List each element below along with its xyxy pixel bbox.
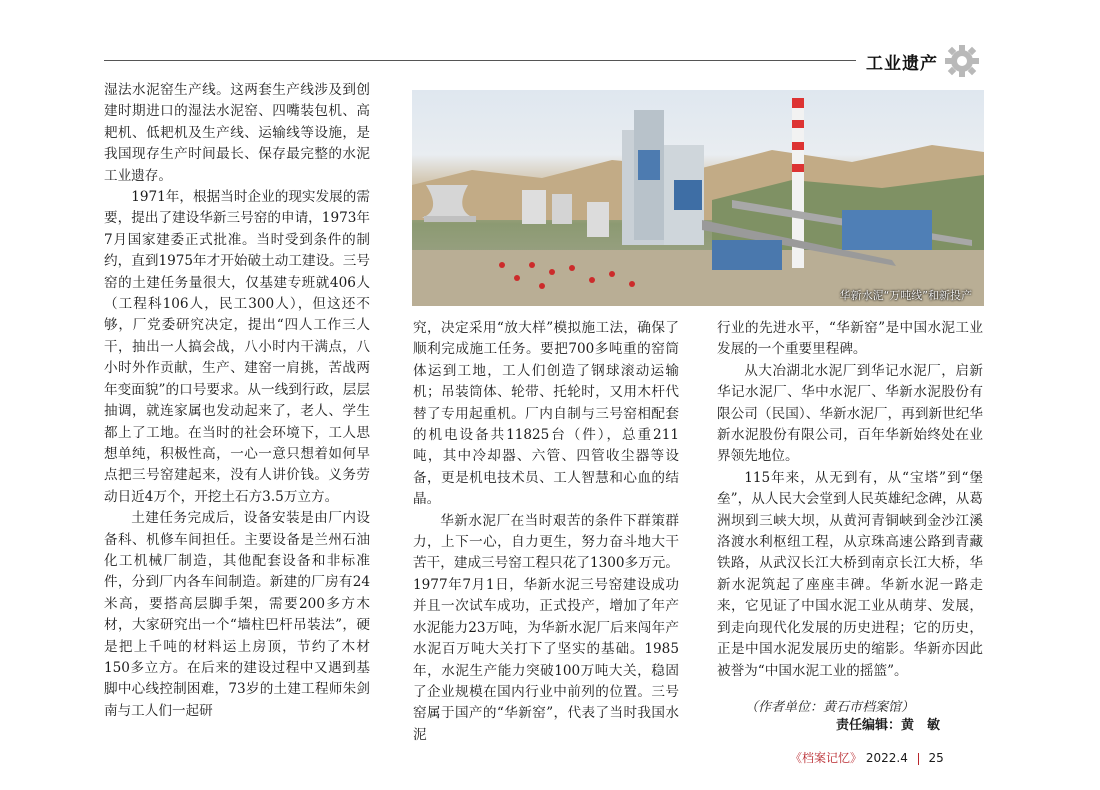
paragraph: 从大冶湖北水泥厂到华记水泥厂，启新华记水泥厂、华中水泥厂、华新水泥股份有限公司（民国）、华新水泥厂，再到新世纪华新水泥股份有限公司，百年华新始终处在业界领先地位。 [717, 362, 983, 465]
article-column-3 [717, 318, 983, 682]
paragraph: 究，决定采用“放大样”模拟施工法，确保了顺利完成施工任务。要把700多吨重的窑筒体运到工地，工人们创造了钢球滚动运输机；吊装筒体、轮带、托轮时，又用木杆代替了专用起重机。厂内自制与三号窑相配套的机电设备共11825台（件），总重211吨，其中冷却器、六管、四管收尘器等设备，更是机电技术员、工人智慧和心血的结晶。 [413, 320, 679, 508]
paragraph: 湿法水泥窑生产线。这两套生产线涉及到创建时期进口的湿法水泥窑、四嘴装包机、高耙机、低耙机及生产线、运输线等设施，是我国现存生产时间最长、保存最完整的水泥工业遗存。 [104, 82, 370, 184]
paragraph: 华新水泥厂在当时艰苦的条件下群策群力，上下一心，自力更生，努力奋斗地大干苦干，建成三号窑工程只花了1300多万元。1977年7月1日，华新水泥三号窑建设成功并且一次试车成功，正式投产，增加了年产水泥能力23万吨，为华新水泥厂后来闯年产水泥百万吨大关打下了坚实的基础。1985年，水泥生产能力突破100万吨大关，稳固了企业规模在国内行业中前列的位置。三号窑属于国产的“华新窑”，代表了当时我国水泥 [413, 512, 679, 743]
paragraph: 115年来，从无到有，从“宝塔”到“堡垒”，从人民大会堂到人民英雄纪念碑，从葛洲坝到三峡大坝，从黄河青铜峡到金沙江溪洛渡水利枢纽工程，从京珠高速公路到青藏铁路，从武汉长江大桥到南京长江大桥，华新水泥筑起了座座丰碑。华新水泥一路走来，它见证了中国水泥工业从萌芽、发展，到走向现代化发展的历史进程；它的历史，正是中国水泥发展历史的缩影。华新亦因此被誉为“中国水泥工业的摇篮”。 [717, 469, 983, 679]
photo-caption: 华新水泥“万吨线”和新投产 [839, 289, 972, 302]
plant-illustration [412, 90, 984, 306]
magazine-name: 《档案记忆》 [790, 751, 863, 765]
author-affiliation: （作者单位：黄石市档案馆） [745, 700, 915, 715]
cement-plant-photo [412, 90, 984, 306]
section-title: 工业遗产 [866, 54, 938, 74]
page-footer [790, 749, 944, 766]
page-number: 25 [928, 751, 944, 765]
article-column-1 [104, 80, 370, 722]
gear-icon [944, 44, 980, 78]
paragraph: 土建任务完成后，设备安装是由厂内设备科、机修车间担任。主要设备是兰州石油化工机械厂制造，其他配套设备和非标准件，分到厂内各车间制造。新建的厂房有24米高，要搭高层脚手架，需要200多方木材，大家研究出一个“墙柱巴杆吊装法”，硬是把上千吨的材料运上房顶，节约了木材150多立方。在后来的建设过程中又遇到基脚中心线控制困难，73岁的土建工程师朱剑南与工人们一起研 [104, 510, 370, 719]
responsible-editor: 责任编辑：黄 敏 [836, 718, 941, 733]
header-rule [104, 60, 856, 61]
issue-number: 2022.4 [865, 751, 908, 765]
paragraph: 1971年，根据当时企业的现实发展的需要，提出了建设华新三号窑的申请，1973年7月国家建委正式批准。当时受到条件的制约，直到1975年才开始破土动工建设。三号窑的土建任务量很大，仅基建专班就406人（工程科106人，民工300人），但这还不够，厂党委研究决定，提出“四人工作三人干，抽出一人搞会战，八小时内干满点，八小时外作贡献，生产、建窑一肩挑，苦战两年变面貌”的口号要求。从一线到行政，层层抽调，就连家属也发动起来了，老人、学生都上了工地。在当时的社会环境下，工人思想单纯，积极性高，一心一意只想着如何早点把三号窑建起来，没有人讲价钱。义务劳动日近4万个，开挖土石方3.5万立方。 [104, 189, 370, 505]
article-column-2 [413, 318, 679, 746]
footer-divider [918, 753, 919, 765]
paragraph: 行业的先进水平，“华新窑”是中国水泥工业发展的一个重要里程碑。 [717, 320, 983, 358]
